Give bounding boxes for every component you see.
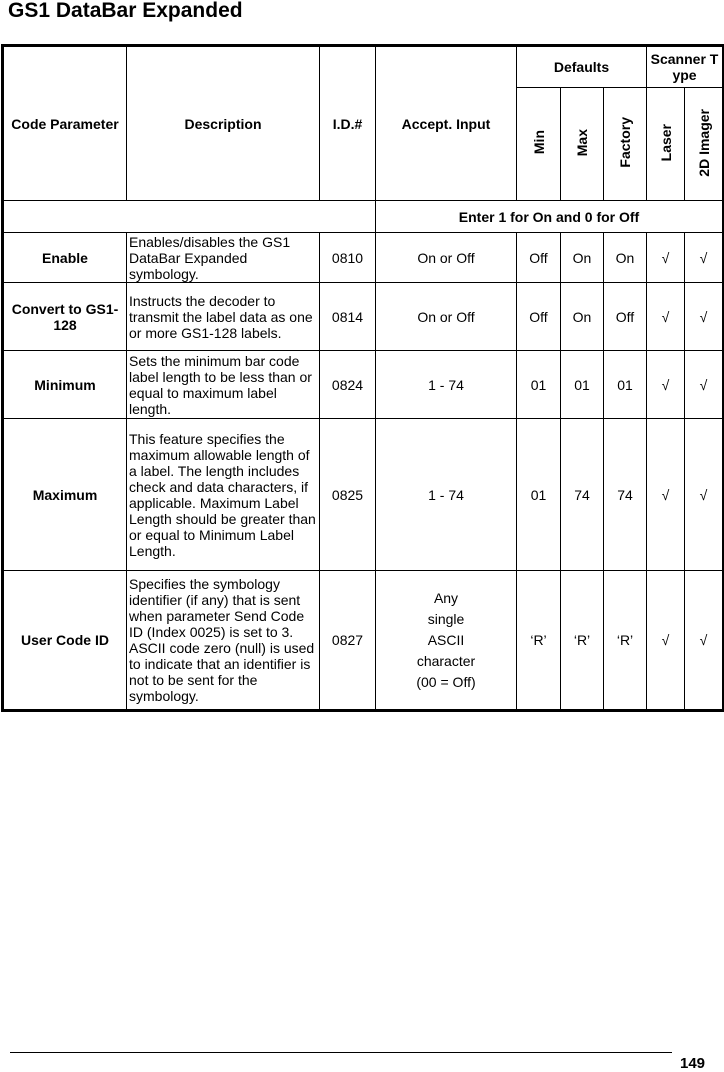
row-min: 01 xyxy=(517,419,561,571)
parameter-table xyxy=(1,44,724,712)
note-blank-cell xyxy=(3,201,376,233)
table-row xyxy=(3,351,724,419)
row-factory: ‘R’ xyxy=(604,571,647,711)
header-factory xyxy=(604,88,647,201)
row-description: Sets the minimum bar code label length to be less than or equal to maximum label length. xyxy=(127,351,320,419)
header-id: I.D.# xyxy=(320,46,376,201)
row-id: 0825 xyxy=(320,419,376,571)
row-param: Enable xyxy=(3,233,127,283)
note-cell: Enter 1 for On and 0 for Off xyxy=(376,201,724,233)
row-param: Minimum xyxy=(3,351,127,419)
row-laser-check: √ xyxy=(647,419,685,571)
footer-divider xyxy=(10,1052,672,1053)
header-laser xyxy=(647,88,685,201)
row-max: On xyxy=(561,283,604,351)
row-id: 0814 xyxy=(320,283,376,351)
accept-line: Any xyxy=(433,589,459,606)
row-laser-check: √ xyxy=(647,233,685,283)
row-accept-input: 1 - 74 xyxy=(376,351,517,419)
note-row xyxy=(3,201,724,233)
row-laser-check: √ xyxy=(647,351,685,419)
row-max: 01 xyxy=(561,351,604,419)
row-description: Specifies the symbology identifier (if any) that is sent when parameter Send Code ID (Index 0025) is set to 3. ASCII code zero (null) is used to indicate that an identifier is not to be sent for the symbology. xyxy=(127,571,320,711)
row-description: Enables/disables the GS1 DataBar Expanded symbology. xyxy=(127,233,320,283)
page-number: 149 xyxy=(680,1055,706,1072)
header-factory-label: Factory xyxy=(617,117,633,168)
row-description: This feature specifies the maximum allowable length of a label. The length includes check and data characters, if applicable. Maximum Label Length should be greater than or equal to Minimum Label Length. xyxy=(127,419,320,571)
row-imager-check: √ xyxy=(685,283,724,351)
header-description: Description xyxy=(127,46,320,201)
header-defaults: Defaults xyxy=(517,46,647,88)
row-max: ‘R’ xyxy=(561,571,604,711)
row-factory: Off xyxy=(604,283,647,351)
header-min-label: Min xyxy=(530,130,547,155)
row-imager-check: √ xyxy=(685,571,724,711)
row-min: Off xyxy=(517,233,561,283)
row-param: Convert to GS1-128 xyxy=(3,283,127,351)
row-accept-input: 1 - 74 xyxy=(376,419,517,571)
table-row xyxy=(3,283,724,351)
row-imager-check: √ xyxy=(685,351,724,419)
table-row xyxy=(3,571,724,711)
header-scanner-type: Scanner Type xyxy=(647,46,724,88)
table-row xyxy=(3,419,724,571)
row-id: 0827 xyxy=(320,571,376,711)
row-min: ‘R’ xyxy=(517,571,561,711)
row-min: Off xyxy=(517,283,561,351)
row-min: 01 xyxy=(517,351,561,419)
header-code-parameter: Code Parameter xyxy=(3,46,127,201)
row-laser-check: √ xyxy=(647,283,685,351)
row-imager-check: √ xyxy=(685,233,724,283)
row-factory: On xyxy=(604,233,647,283)
accept-line: ASCII xyxy=(427,631,465,648)
header-laser-label: Laser xyxy=(657,123,674,162)
accept-line: character xyxy=(416,652,476,669)
row-accept-input: On or Off xyxy=(376,233,517,283)
header-imager-label: 2D Imager xyxy=(695,108,712,177)
row-param: Maximum xyxy=(3,419,127,571)
header-min xyxy=(517,88,561,201)
row-description: Instructs the decoder to transmit the label data as one or more GS1-128 labels. xyxy=(127,283,320,351)
row-accept-input xyxy=(376,571,517,711)
row-imager-check: √ xyxy=(685,419,724,571)
header-accept-input: Accept. Input xyxy=(376,46,517,201)
row-factory: 01 xyxy=(604,351,647,419)
header-max xyxy=(561,88,604,201)
accept-line: (00 = Off) xyxy=(416,673,476,690)
row-max: 74 xyxy=(561,419,604,571)
row-param: User Code ID xyxy=(3,571,127,711)
table-row xyxy=(3,233,724,283)
header-imager xyxy=(685,88,724,201)
page-title: GS1 DataBar Expanded xyxy=(8,0,243,22)
row-id: 0810 xyxy=(320,233,376,283)
row-accept-input: On or Off xyxy=(376,283,517,351)
header-max-label: Max xyxy=(574,128,590,157)
row-factory: 74 xyxy=(604,419,647,571)
accept-line: single xyxy=(427,610,465,627)
row-max: On xyxy=(561,233,604,283)
row-id: 0824 xyxy=(320,351,376,419)
row-laser-check: √ xyxy=(647,571,685,711)
